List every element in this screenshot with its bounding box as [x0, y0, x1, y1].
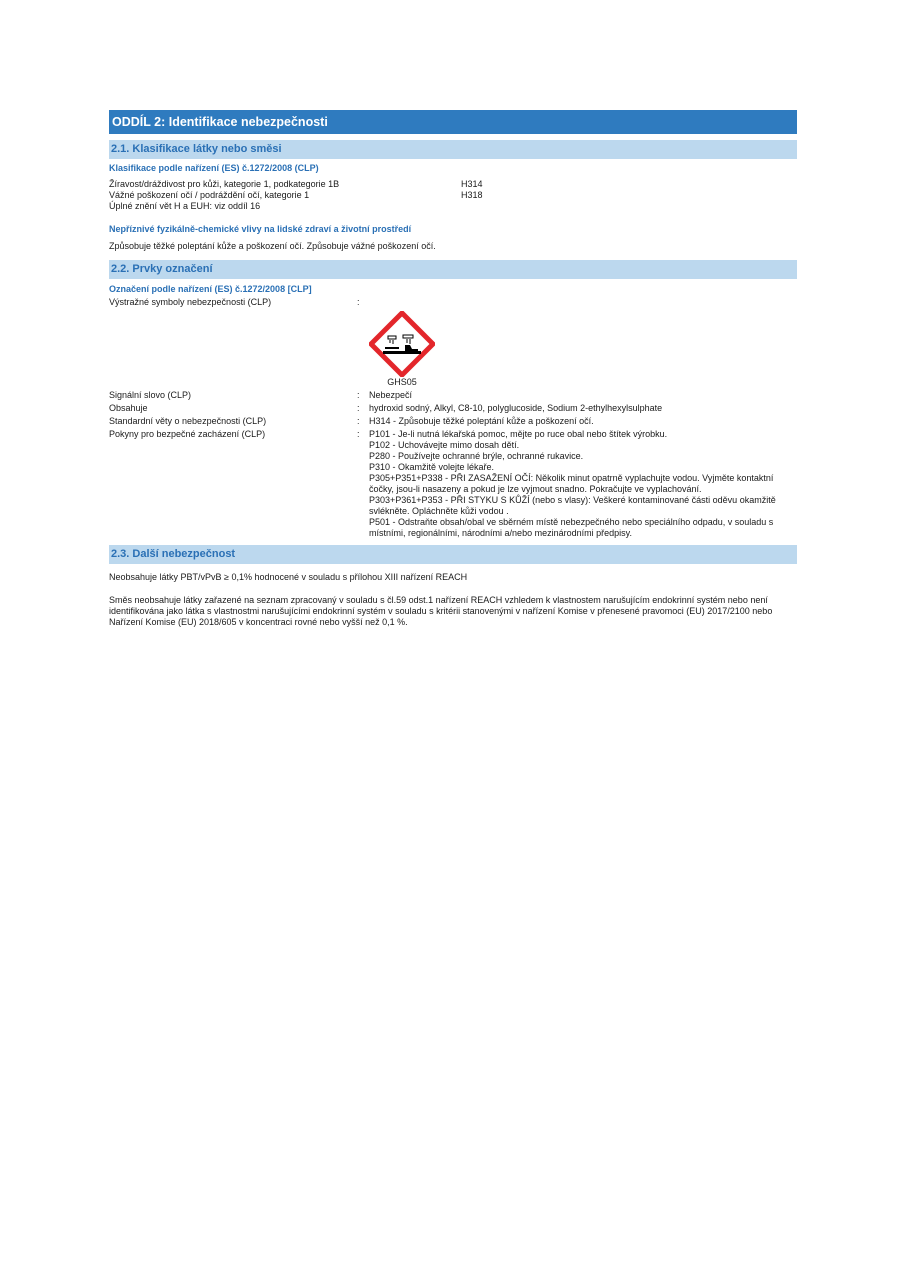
precautionary-list [369, 429, 797, 539]
effects-text: Způsobuje těžké poleptání kůže a poškození očí. Způsobuje vážné poškození očí. [109, 241, 436, 251]
hazard-statements-label: Standardní věty o nebezpečnosti (CLP) [109, 416, 267, 426]
hazard-code: H314 [461, 179, 483, 189]
corrosion-pictogram-icon [369, 311, 435, 377]
hazard-statements-row [109, 416, 797, 427]
hazard-statements-value: H314 - Způsobuje těžké poleptání kůže a poškození očí. [369, 416, 594, 426]
section-2-1-header: 2.1. Klasifikace látky nebo směsi [109, 140, 797, 159]
precautionary-statement: P101 - Je-li nutná lékařská pomoc, mějte po ruce obal nebo štítek výrobku. [369, 429, 668, 439]
precautionary-statement: P310 - Okamžitě volejte lékaře. [369, 462, 495, 472]
classification-name: Vážné poškození očí / podráždění očí, kategorie 1 [109, 190, 310, 200]
precautionary-statement: P102 - Uchovávejte mimo dosah dětí. [369, 440, 520, 450]
classification-name: Žíravost/dráždivost pro kůži, kategorie 1, podkategorie 1B [109, 179, 340, 189]
precautionary-statement: P280 - Používejte ochranné brýle, ochranné rukavice. [369, 451, 584, 461]
precautionary-row [109, 429, 797, 539]
section-2-3-header: 2.3. Další nebezpečnost [109, 545, 797, 564]
contains-row [109, 403, 797, 414]
pictogram-code: GHS05 [387, 377, 417, 387]
labelling-regulation-title: Označení podle nařízení (ES) č.1272/2008 [CLP] [109, 284, 312, 294]
precautionary-statement: P305+P351+P338 - PŘI ZASAŽENÍ OČÍ: Několik minut opatrně vyplachujte vodou. Vyjměte kontaktní čočky, jsou-li nasazeny a pokud je lze vyjmout snadno. Pokračujte ve vyplachování. [369, 473, 774, 494]
precautionary-statement: P501 - Odstraňte obsah/obal ve sběrném místě nebezpečného nebo speciálního odpadu, v souladu s místními, regionálními, národními a/nebo mezinárodními předpisy. [369, 517, 774, 538]
colon: : [357, 403, 360, 413]
pictogram-block [365, 311, 439, 388]
colon: : [357, 429, 360, 439]
effects-title: Nepříznivé fyzikálně-chemické vlivy na lidské zdraví a životní prostředí [109, 224, 412, 234]
precautionary-statement: P303+P361+P353 - PŘI STYKU S KŮŽÍ (nebo s vlasy): Veškeré kontaminované části oděvu okamžitě svlékněte. Opláchněte kůži vodou . [369, 495, 776, 516]
precautionary-label: Pokyny pro bezpečné zacházení (CLP) [109, 429, 266, 439]
signal-word-value: Nebezpečí [369, 390, 413, 400]
pbt-text: Neobsahuje látky PBT/vPvB ≥ 0,1% hodnocené v souladu s přílohou XIII nařízení REACH [109, 572, 468, 582]
classification-list [109, 179, 797, 201]
section-2-2-header: 2.2. Prvky označení [109, 260, 797, 279]
colon: : [357, 416, 360, 426]
signal-word-label: Signální slovo (CLP) [109, 390, 192, 400]
classification-row [109, 190, 797, 201]
pictograms-label: Výstražné symboly nebezpečnosti (CLP) [109, 297, 272, 307]
endocrine-text: Směs neobsahuje látky zařazené na seznam zpracovaný v souladu s čl.59 odst.1 nařízení REACH vzhledem k vlastnostem narušujícím endokrinní systém nebo není identifikována jako látka s vlastnostmi narušujícími endokrinní systém v souladu s kritérii stanovenými v nařízení Komise v přenesené pravomoci (EU) 2017/2100 nebo Nařízení Komise (EU) 2018/605 v koncentraci rovné nebo vyšší než 0,1 %. [109, 595, 773, 627]
signal-word-row [109, 390, 797, 401]
section-2-header: ODDÍL 2: Identifikace nebezpečnosti [109, 110, 797, 134]
contains-label: Obsahuje [109, 403, 148, 413]
full-text-note: Úplné znění vět H a EUH: viz oddíl 16 [109, 201, 261, 211]
hazard-code: H318 [461, 190, 483, 200]
pictograms-row [109, 297, 797, 308]
classification-row [109, 179, 797, 190]
classification-regulation-title: Klasifikace podle nařízení (ES) č.1272/2008 (CLP) [109, 163, 319, 173]
colon: : [357, 297, 360, 307]
colon: : [357, 390, 360, 400]
contains-value: hydroxid sodný, Alkyl, C8-10, polyglucoside, Sodium 2-ethylhexylsulphate [369, 403, 663, 413]
sds-page [109, 110, 797, 628]
